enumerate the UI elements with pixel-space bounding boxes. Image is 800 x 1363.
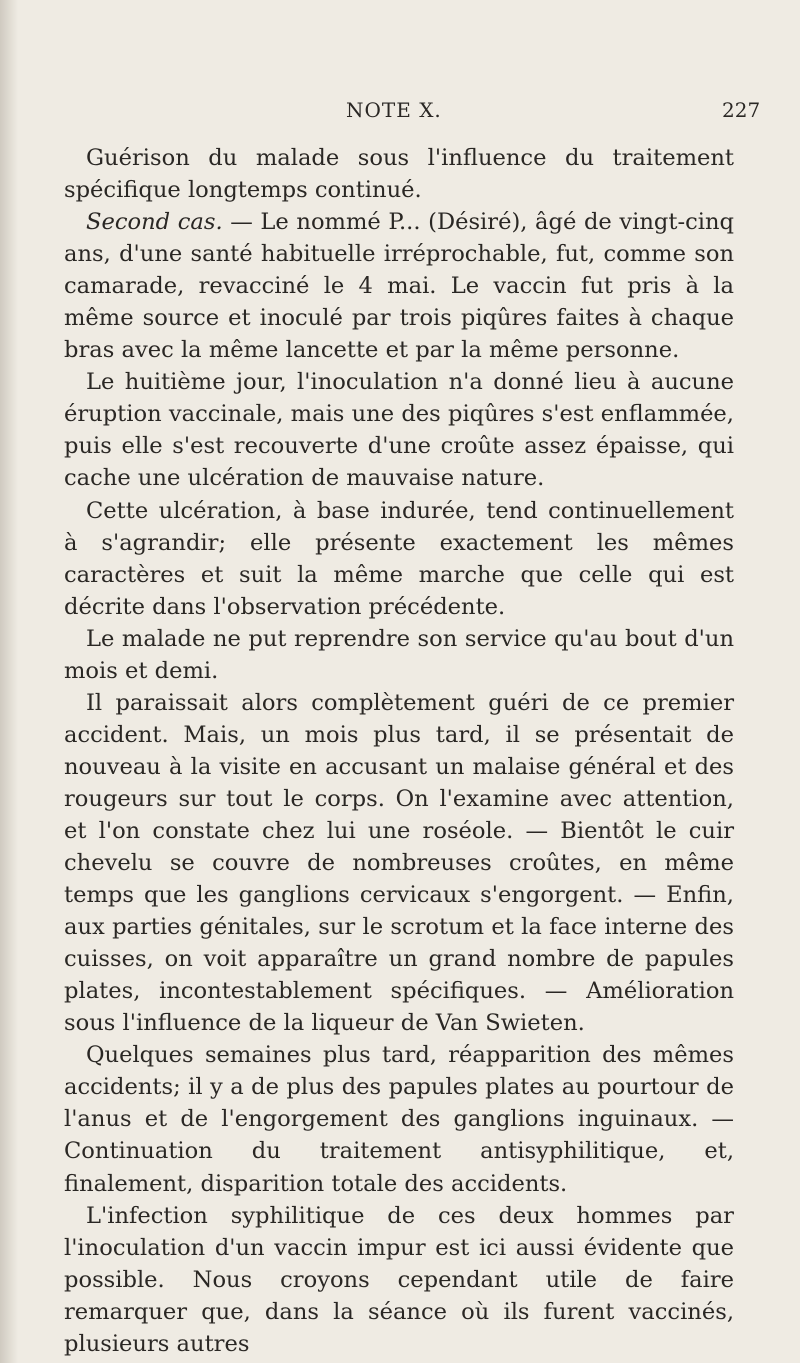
paragraph-text: Le huitième jour, l'inoculation n'a donné lieu à aucune éruption vaccinale, mais une des piqûres s'est enflammée, puis elle s'est recouverte d'une croûte assez épaisse, qui cache une ulcération de mauvaise nature. (64, 369, 734, 492)
paragraph-text: Cette ulcération, à base indurée, tend continuellement à s'agrandir; elle présente exactement les mêmes caractères et suit la même marche que celle qui est décrite dans l'observation précédente. (64, 497, 734, 620)
paragraph-text: L'infection syphilitique de ces deux hommes par l'inoculation d'un vaccin impur est ici aussi évidente que possible. Nous croyons cependant utile de faire remarquer que, dans la séance où ils furent vaccinés, plusieurs autres (64, 1202, 734, 1357)
paragraph (64, 1039, 734, 1199)
body-text (64, 142, 734, 1360)
paragraph-text: Il paraissait alors complètement guéri de ce premier accident. Mais, un mois plus tard, il se présentait de nouveau à la visite en accusant un malaise général et des rougeurs sur tout le corps. On l'examine avec attention, et l'on constate chez lui une roséole. — Bientôt le cuir chevelu se couvre de nombreuses croûtes, en même temps que les ganglions cervicaux s'engorgent. — Enfin, aux parties génitales, sur le scrotum et la face interne des cuisses, on voit apparaître un grand nombre de papules plates, incontestablement spécifiques. — Amélioration sous l'influence de la liqueur de Van Swieten. (64, 689, 734, 1037)
paragraph-text: Guérison du malade sous l'influence du traitement spécifique longtemps continué. (64, 145, 734, 204)
binding-shadow (0, 0, 18, 1363)
paragraph (64, 1200, 734, 1360)
case-heading: Second cas. (86, 209, 223, 236)
paragraph-text: Quelques semaines plus tard, réapparition des mêmes accidents; il y a de plus des papules plates au pourtour de l'anus et de l'engorgement des ganglions inguinaux. — Continuation du traitement antisyphilitique, et, finalement, disparition totale des accidents. (64, 1042, 734, 1197)
paragraph (64, 623, 734, 687)
paragraph (64, 206, 734, 366)
page-number: 227 (722, 98, 761, 122)
page-header (0, 88, 800, 128)
running-title: NOTE X. (346, 98, 442, 122)
paragraph (64, 142, 734, 206)
paragraph-text: Le malade ne put reprendre son service qu'au bout d'un mois et demi. (64, 625, 734, 684)
paragraph-text: — Le nommé P... (Désiré), âgé de vingt-cinq ans, d'une santé habituelle irréprochable, fut, comme son camarade, revacciné le 4 mai. Le vaccin fut pris à la même source et inoculé par trois piqûres faites à chaque bras avec la même lancette et par la même personne. (64, 209, 734, 364)
paragraph (64, 687, 734, 1040)
paragraph (64, 495, 734, 623)
paragraph (64, 366, 734, 494)
